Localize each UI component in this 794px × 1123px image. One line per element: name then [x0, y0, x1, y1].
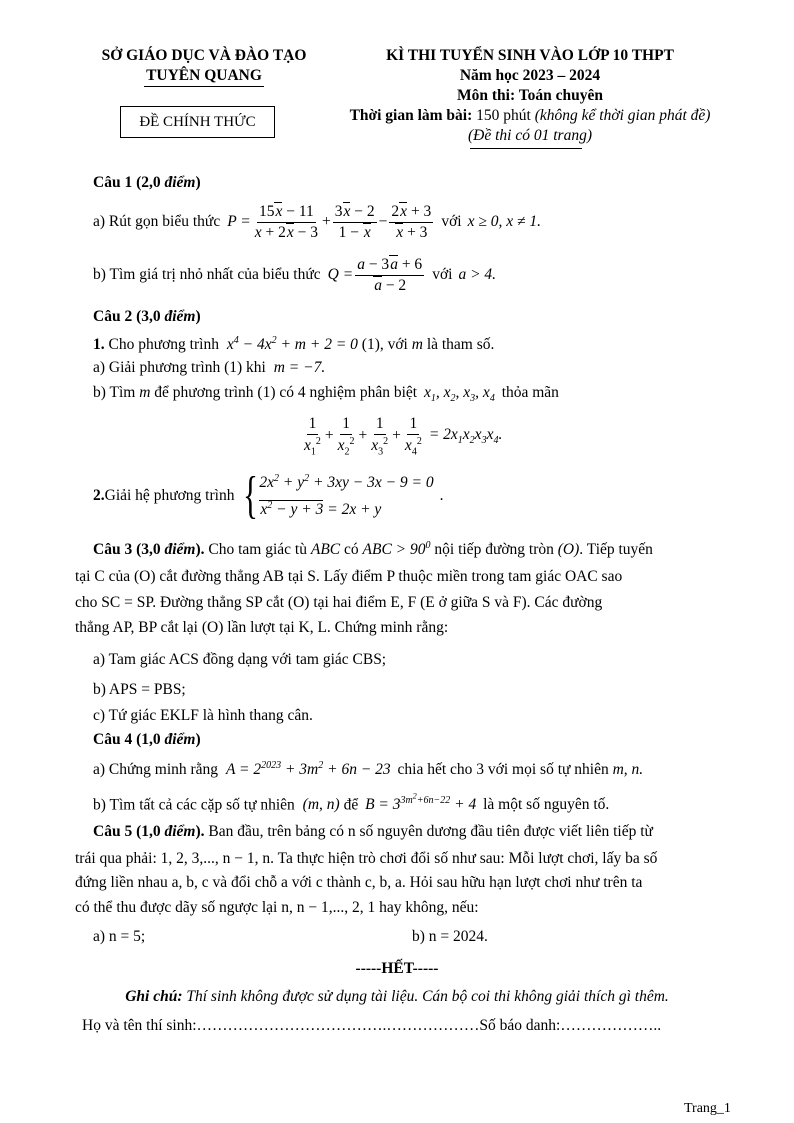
q2-b-text3: thỏa mãn: [501, 384, 559, 401]
q2-part-1: [93, 335, 494, 354]
q3-line-4: thẳng AP, BP cắt lại (O) lần lượt tại K, L. Chứng minh rằng:: [75, 619, 449, 636]
q1-b-cond: với: [432, 266, 453, 283]
q1-a-cond: với: [441, 213, 462, 230]
exam-title: KÌ THI TUYỂN SINH VÀO LỚP 10 THPT: [386, 47, 674, 64]
note: [0, 988, 794, 1006]
q1-frac-1: $\frac{15x - 11}{x + 2x - 3}$: [254, 202, 319, 241]
q1-title: Câu 1 (2,0 điểm): [93, 174, 201, 191]
school-year: Năm học 2023 – 2024: [459, 67, 601, 84]
q3-body3: nội tiếp đường tròn: [434, 541, 554, 559]
q3-body1: Cho tam giác tù: [204, 541, 307, 559]
q3-part-b: b) APS = PBS;: [93, 681, 186, 698]
q2-p1-label: 1.: [93, 336, 105, 354]
province-name: TUYÊN QUANG: [146, 67, 262, 84]
q1-frac-3: $\frac{2x + 3}{x + 3}$: [391, 202, 432, 241]
q2-a-text: a) Giải phương trình (1) khi: [93, 359, 266, 376]
q2-condition-equation: $\frac{1}{x_1^2}$ + $\frac{1}{x_2^2}$ + $\frac{1}{x_3^2}$ + $\frac{1}{x_4^2}$ = $2x_1x_2x_3x_4$.: [304, 414, 503, 458]
q2-part-b: [93, 384, 559, 404]
q2-roots: $x_1$, $x_2$, $x_3$, $x_4$: [424, 384, 495, 405]
q4-part-a: [93, 760, 643, 779]
note-text: Thí sinh không được sử dụng tài liệu. Cán bộ coi thi không giải thích gì thêm.: [182, 988, 669, 1005]
right-underline: [470, 148, 582, 149]
time-note: (không kể thời gian phát đề): [534, 107, 711, 124]
q2-b-text2: để phương trình (1) có 4 nghiệm phân biệt: [154, 384, 418, 401]
candidate-info: Họ và tên thí sinh:……………………………….………………Số báo danh:………………..: [82, 1017, 662, 1034]
q3-part-c: c) Tứ giác EKLF là hình thang cân.: [93, 707, 313, 724]
end-marker: -----HẾT-----: [355, 960, 439, 977]
q1-a-cond-math: x ≥ 0, x ≠ 1.: [467, 213, 541, 230]
q4-pair: (m, n): [302, 796, 340, 814]
q5-line-2: trái qua phải: 1, 2, 3,..., n − 1, n. Ta thực hiện trò chơi đổi số như sau: Mỗi lượt chơi, lấy ba số: [75, 850, 658, 867]
q5-line-4: có thể thu được dãy số ngược lại n, n − 1,..., 2, 1 hay không, nếu:: [75, 899, 479, 916]
exam-time: [330, 107, 730, 125]
q1-part-b: [93, 253, 496, 297]
q5-line1-text: Ban đầu, trên bảng có n số nguyên dương đầu tiên được viết liên tiếp từ: [204, 823, 653, 840]
time-value: 150 phút: [472, 107, 535, 124]
q1-b-cond-math: a > 4.: [458, 266, 497, 283]
q5-part-b: b) n = 2024.: [412, 928, 488, 945]
left-underline: [144, 86, 264, 87]
official-stamp-box: [120, 106, 275, 138]
q2-b-m: m: [139, 384, 151, 401]
q3-body4: . Tiếp tuyến: [579, 541, 653, 559]
q4-b-text: b) Tìm tất cả các cặp số tự nhiên: [93, 796, 295, 814]
q2-p1-m: m: [411, 336, 423, 354]
q4-a-vars: m, n.: [612, 761, 644, 779]
q2-p1-text: Cho phương trình: [104, 336, 219, 354]
q2-system: { $2x^2 + y^2 + 3xy - 3x - 9 = 0$ $x^2 - y + 3 = 2x + y$: [243, 467, 434, 524]
q2-part-2: 2. Giải hệ phương trình { $2x^2 + y^2 + 3xy - 3x - 9 = 0$ $x^2 - y + 3 = 2x + y$ .: [93, 467, 444, 524]
q2-b-text1: b) Tìm: [93, 384, 136, 401]
department-name: SỞ GIÁO DỤC VÀ ĐÀO TẠO: [101, 47, 307, 64]
official-label: ĐỀ CHÍNH THỨC: [139, 114, 256, 130]
q4-a-tail: chia hết cho 3 với mọi số tự nhiên: [397, 761, 609, 779]
note-label: Ghi chú:: [125, 988, 183, 1005]
q1-b-text: b) Tìm giá trị nhỏ nhất của biểu thức: [93, 266, 321, 283]
subject: Môn thi: Toán chuyên: [456, 87, 603, 104]
q2-title: Câu 2 (3,0 điểm): [93, 308, 201, 325]
q1-part-a: a) Rút gọn biểu thức P = $\frac{15x - 11}{x + 2x - 3}$ + $\frac{3x - 2}{1 - x}$ − $\frac{2x + 3}{x + 3}$ với x ≥ 0, x ≠ 1.: [93, 202, 541, 241]
q4-title: Câu 4 (1,0 điểm): [93, 731, 201, 748]
q3-part-a: a) Tam giác ACS đồng dạng với tam giác CBS;: [93, 651, 387, 668]
q3-line-1: Câu 3 (3,0 điểm). Cho tam giác tù ABC có ABC > $90^0$ nội tiếp đường tròn (O). Tiếp tuyến: [93, 540, 653, 559]
q2-part-a: [93, 359, 325, 377]
q3-body2: có: [344, 541, 359, 559]
q2-p1-tail: là tham số.: [426, 336, 495, 354]
page-number: Trang_1: [684, 1101, 731, 1116]
q2-p1-after: (1), với: [361, 336, 408, 354]
q1-frac-2: $\frac{3x - 2}{1 - x}$: [334, 202, 375, 241]
q5-line-3: đứng liền nhau a, b, c và đổi chỗ a với c thành c, b, a. Hỏi sau hữu hạn lượt chơi như trên ta: [75, 874, 643, 891]
q5-line-1: Câu 5 (1,0 điểm). Ban đầu, trên bảng có n số nguyên dương đầu tiên được viết liên tiếp từ: [93, 823, 653, 840]
q3-line-2: tại C của (O) cắt đường thẳng AB tại S. Lấy điểm P thuộc miền trong tam giác OAC sao: [75, 568, 623, 585]
q4-expression-B: $B = 3^{3m^2+6n-22} + 4$: [365, 792, 477, 814]
q2-a-math: m = −7.: [273, 359, 326, 376]
q4-b-mid: để: [343, 796, 359, 814]
q2-p2-text: Giải hệ phương trình: [104, 487, 235, 504]
q4-part-b: [93, 792, 609, 814]
q1-frac-Q: $\frac{a - 3a + 6}{a - 2}$: [357, 255, 423, 294]
q4-b-tail: là một số nguyên tố.: [483, 796, 610, 814]
q1-expression-Q: Q =: [327, 266, 354, 283]
q2-p2-label: 2.: [93, 487, 105, 504]
q2-equation: $x^4 - 4x^2 + m + 2 = 0$: [226, 335, 358, 354]
q1-a-text: a) Rút gọn biểu thức: [93, 213, 221, 230]
q5-part-a: a) n = 5;: [93, 928, 146, 945]
q3-line-3: cho SC = SP. Đường thẳng SP cắt (O) tại hai điểm E, F (E ở giữa S và F). Các đường: [75, 594, 603, 611]
q4-expression-A: $A = 2^{2023} + 3m^2 + 6n - 23$: [225, 760, 391, 779]
time-label: Thời gian làm bài:: [349, 107, 473, 124]
q1-expression-P: P =: [227, 213, 251, 230]
q4-a-text: a) Chứng minh rằng: [93, 761, 219, 779]
pages-note: (Đề thi có 01 trang): [468, 127, 592, 144]
